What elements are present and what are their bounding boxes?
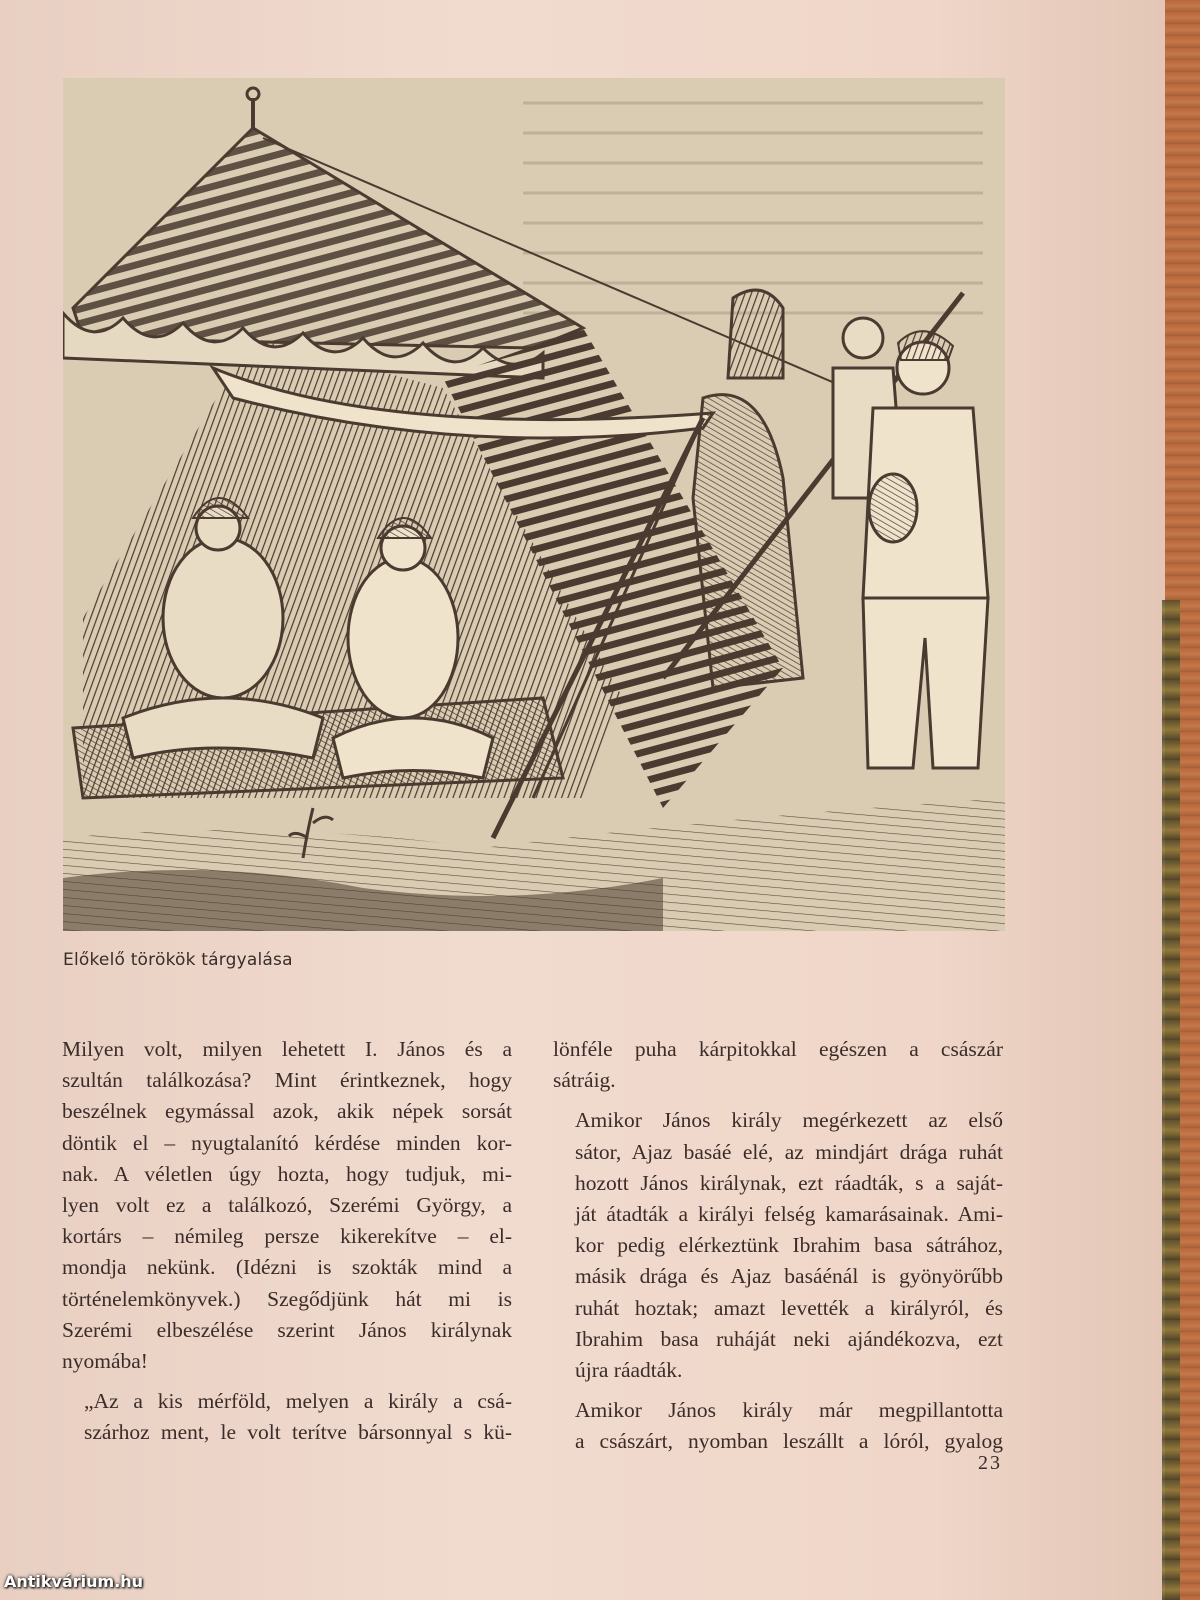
paragraph (553, 1105, 1003, 1386)
text-line: Ibrahim basa ruháját neki ajándékozva, ezt (575, 1326, 1003, 1351)
text-line: Amikor János király már megpillantotta (575, 1398, 1003, 1423)
text-column-left (62, 1034, 512, 1449)
text-line: Milyen volt, milyen lehetett I. János és a (62, 1037, 512, 1061)
text-line: Szerémi elbeszélése szerint János királynak (62, 1317, 512, 1342)
text-line: nak. A véletlen úgy hozta, hogy tudjuk, mi- (62, 1161, 512, 1186)
text-line: Amikor János király megérkezett az első (575, 1108, 1003, 1133)
adjacent-book-spine (1162, 600, 1180, 1600)
text-line: beszélnek egymással azok, akik népek sorsát (62, 1099, 512, 1124)
text-line: sátor, Ajaz basáé elé, az mindjárt drága ruhát (575, 1139, 1003, 1164)
text-line: a császárt, nyomban leszállt a lóról, gyalog (575, 1429, 1003, 1454)
text-line: ját átadták a királyi felség kamarásainak. Ami- (575, 1202, 1003, 1227)
text-line: sátráig. (553, 1068, 616, 1093)
text-line: kor pedig elérkeztünk Ibrahim basa sátrához, (575, 1233, 1003, 1258)
tent-engraving-illustration (63, 78, 1005, 931)
text-line: nyomába! (62, 1349, 148, 1374)
paragraph (62, 1034, 512, 1377)
text-line: újra ráadták. (575, 1358, 683, 1383)
text-line: másik drága és Ajaz basáénál is gyönyörűbb (575, 1264, 1003, 1289)
paragraph (553, 1034, 1003, 1096)
text-line: kortárs – némileg persze kikerekítve – el- (62, 1224, 512, 1249)
text-line: „Az a kis mérföld, melyen a király a csá- (84, 1389, 512, 1414)
text-line: hozott János királynak, ezt ráadták, s a saját- (575, 1170, 1003, 1195)
text-line: döntik el – nyugtalanító kérdése minden kor- (62, 1130, 512, 1155)
text-line: szárhoz ment, le volt terítve bársonnyal s kü- (84, 1420, 512, 1445)
watermark-logo: Antikvárium.hu (4, 1572, 144, 1591)
text-line: szultán találkozása? Mint érintkeznek, hogy (62, 1068, 512, 1093)
text-line: lönféle puha kárpitokkal egészen a császár (553, 1037, 1003, 1061)
text-line: lyen volt ez a találkozó, Szerémi György, a (62, 1193, 512, 1218)
text-line: történelemkönyvek.) Szegődjünk hát mi is (62, 1286, 512, 1311)
text-line: mondja nekünk. (Idézni is szokták mind a (62, 1255, 512, 1280)
engraving-drawing (63, 78, 1005, 931)
paragraph (62, 1386, 512, 1448)
page-number: 23 (978, 1452, 1002, 1474)
text-column-right (553, 1034, 1003, 1458)
paragraph (553, 1395, 1003, 1457)
text-line: ruhát hoztak; amazt levették a királyról, és (575, 1295, 1003, 1320)
illustration-caption: Előkelő törökök tárgyalása (63, 950, 293, 970)
